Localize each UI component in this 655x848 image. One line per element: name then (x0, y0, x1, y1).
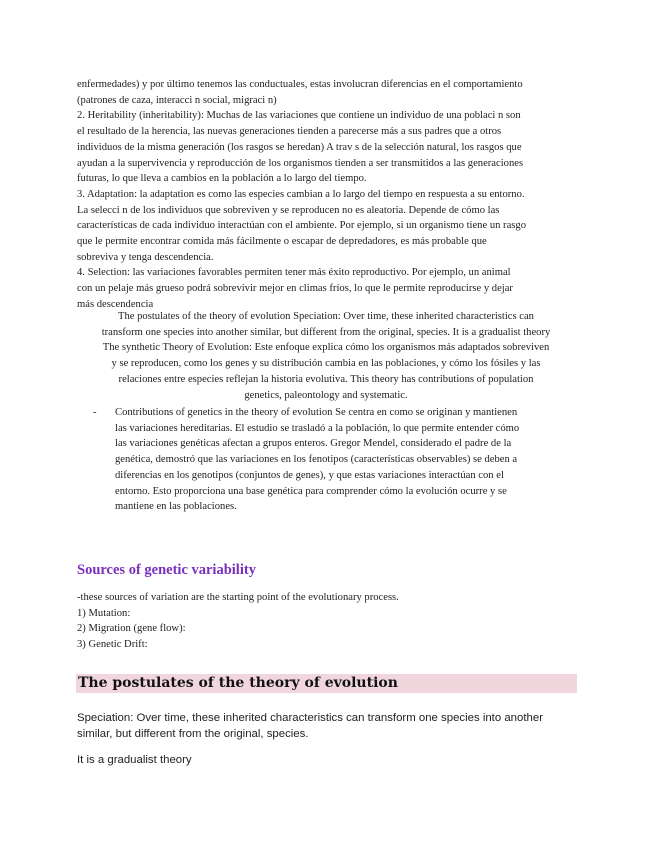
text-line: 3. Adaptation: la adaptation es como las especies cambian a lo largo del tiempo en respuesta a su entorno. (77, 188, 525, 200)
speciation-paragraph (77, 710, 577, 742)
text-line: genetics, paleontology and systematic. (244, 389, 408, 401)
text-line: (patrones de caza, interacci n social, migraci n) (77, 94, 277, 106)
bullet-item (93, 405, 533, 515)
text-line: It is a gradualist theory (77, 754, 192, 766)
gradualist-paragraph (77, 752, 577, 768)
text-line: las variaciones hereditarias. El estudio se trasladó a la población, lo que permite entender cómo (115, 422, 520, 434)
text-line: las variaciones genéticas afectan a grupos enteros. Gregor Mendel, considerado el padre de la (115, 438, 512, 450)
bullet-dash: - (93, 407, 97, 418)
text-line: el resultado de la herencia, las nuevas generaciones tienden a parecerse más a sus padres que a otros (77, 126, 502, 138)
text-line: ayudan a la supervivencia y reproducción de los organismos tienden a ser transmitidos a las generaciones (77, 157, 524, 169)
text-line: The synthetic Theory of Evolution: Este enfoque explica cómo los organismos más adaptados sobreviven (102, 342, 550, 354)
text-line: que le permite encontrar comida más fácilmente o escapar de depredadores, es más probable que (77, 236, 487, 248)
text-line: y se reproducen, como los genes y su distribución cambia en las poblaciones, y cómo los fósiles y las (111, 358, 541, 370)
text-line: relaciones entre especies reflejan la historia evolutiva. This theory has contributions of population (118, 373, 534, 385)
text-line: individuos de la misma generación (los rasgos se heredan) A trav s de la selección natural, los rasgos que (77, 141, 522, 153)
list-item: 3) Genetic Drift: (77, 639, 148, 651)
text-line: genética, demostró que las variaciones en los fenotipos (características observables) se deben a (115, 454, 518, 466)
centered-paragraph (70, 309, 582, 403)
text-line: características de cada individuo interactúan con el ambiente. Por ejemplo, si un organismo tiene un rasgo (77, 220, 527, 232)
text-line: sobreviva y tenga descendencia. (77, 251, 214, 263)
text-line: Speciation: Over time, these inherited characteristics can transform one species into another (77, 712, 543, 724)
text-line: similar, but different from the original, species. (77, 728, 309, 740)
postulates-heading: The postulates of the theory of evolution (78, 675, 398, 691)
text-line: más descendencia (77, 298, 154, 310)
list-item: 2) Migration (gene flow): (77, 623, 186, 635)
text-line: mantiene en las poblaciones. (115, 501, 237, 513)
sources-list (77, 590, 557, 653)
text-line: futuras, lo que lleva a cambios en la población a lo largo del tiempo. (77, 173, 367, 185)
text-line: La selecci n de los individuos que sobreviven y se reproducen no es aleatoria. Depende de cómo las (77, 204, 500, 216)
bullet-text (115, 405, 533, 515)
text-line: enfermedades) y por último tenemos las conductuales, estas involucran diferencias en el comportamiento (77, 79, 523, 90)
text-line: transform one species into another similar, but different from the original, species. It is a gradualist theory (101, 326, 551, 338)
text-line: 2. Heritability (inheritability): Muchas de las variaciones que contiene un individuo de una poblaci n son (77, 110, 521, 122)
sources-intro: -these sources of variation are the starting point of the evolutionary process. (77, 592, 399, 603)
text-line: entorno. Esto proporciona una base genética para comprender cómo la evolución ocurre y se (115, 485, 507, 497)
text-line: 4. Selection: las variaciones favorables permiten tener más éxito reproductivo. Por ejemplo, un animal (77, 267, 511, 279)
text-line: Contributions of genetics in the theory of evolution Se centra en como se originan y mantienen (115, 407, 518, 418)
text-line: con un pelaje más grueso podrá sobrevivir mejor en climas fríos, lo que le permite reproducirse y dejar (77, 283, 513, 295)
list-item: 1) Mutation: (77, 607, 131, 619)
text-line: The postulates of the theory of evolution Speciation: Over time, these inherited characteristics can (118, 311, 534, 322)
text-line: diferencias en los genotipos (conjuntos de genes), y que estas variaciones interactúan con el (115, 469, 504, 481)
sources-heading: Sources of genetic variability (77, 562, 256, 578)
body-text-top (77, 77, 575, 313)
